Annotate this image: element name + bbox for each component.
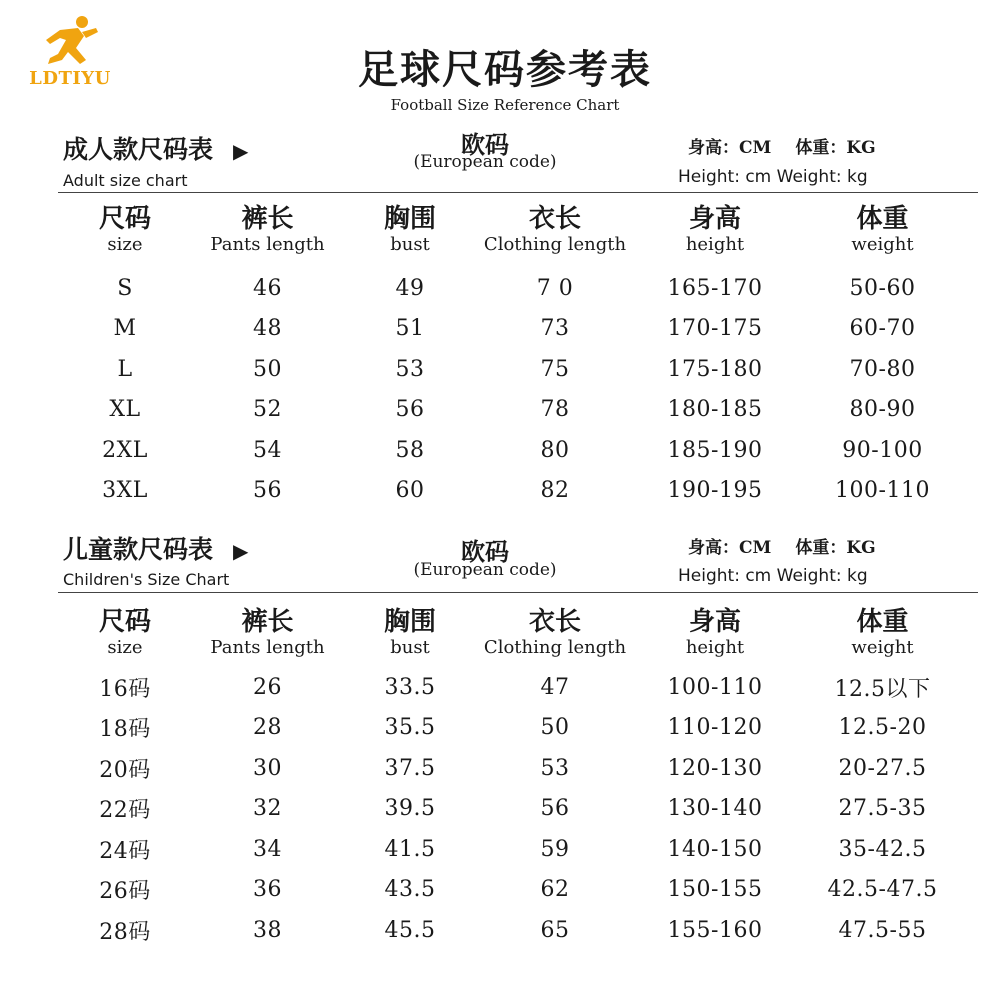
table-cell: 120-130 (667, 755, 763, 781)
table-cell: 82 (540, 478, 570, 504)
table-cell: 37.5 (384, 755, 436, 781)
table-cell: 62 (540, 877, 570, 903)
table-cell: 52 (253, 397, 282, 423)
table-cell: 165-170 (667, 275, 763, 301)
adult-code-english: (European code) (413, 152, 557, 172)
children-header-row (55, 607, 965, 667)
table-cell: 27.5-35 (838, 796, 927, 822)
table-row (55, 789, 965, 830)
table-cell: 35-42.5 (838, 836, 927, 862)
column-header: 尺码 size (98, 204, 151, 255)
table-cell: 12.5以下 (834, 676, 931, 702)
children-section-title (63, 530, 248, 566)
table-row (55, 708, 965, 749)
weight-unit: 体重：KG (795, 538, 876, 558)
table-cell: XL (109, 397, 141, 423)
table-cell: 80 (540, 437, 570, 463)
table-cell: 18码 (99, 717, 151, 743)
table-cell: 60-70 (849, 316, 916, 342)
table-cell: 175-180 (667, 356, 763, 382)
play-arrow-icon: ▶ (233, 139, 249, 163)
table-cell: 170-175 (667, 316, 763, 342)
table-cell: 56 (253, 478, 282, 504)
play-arrow-icon: ▶ (233, 539, 249, 563)
table-cell: 56 (540, 796, 570, 822)
table-cell: 43.5 (384, 877, 436, 903)
table-cell: 2XL (102, 437, 148, 463)
children-code-label: 欧码 (461, 537, 509, 566)
column-header: 胸围 bust (383, 204, 436, 255)
table-cell: 100-110 (667, 674, 763, 700)
table-row (55, 268, 965, 309)
table-cell: 24码 (99, 838, 151, 864)
children-units-en: Height: cm Weight: kg (678, 566, 868, 586)
table-cell: 53 (395, 356, 425, 382)
table-cell: 70-80 (849, 356, 916, 382)
table-cell: M (113, 316, 137, 342)
table-row (55, 667, 965, 708)
table-cell: 75 (540, 356, 570, 382)
table-cell: 47.5-55 (838, 917, 927, 943)
table-row (55, 349, 965, 390)
children-code-english: (European code) (413, 560, 557, 580)
table-cell: 22码 (99, 798, 151, 824)
height-unit: 身高：CM (688, 138, 772, 158)
table-row (55, 748, 965, 789)
column-header: 尺码 size (98, 607, 151, 658)
adult-size-table (55, 204, 965, 511)
column-header: 裤长 Pants length (210, 607, 325, 658)
table-cell: 110-120 (667, 715, 763, 741)
table-cell: 50 (540, 715, 570, 741)
table-cell: 150-155 (667, 877, 763, 903)
table-cell: 32 (253, 796, 282, 822)
table-cell: 100-110 (835, 478, 930, 504)
table-cell: 33.5 (384, 674, 436, 700)
table-cell: 185-190 (667, 437, 763, 463)
table-cell: 16码 (99, 676, 151, 702)
table-cell: 78 (540, 397, 570, 423)
table-cell: 140-150 (667, 836, 763, 862)
table-cell: 180-185 (667, 397, 763, 423)
table-cell: 47 (540, 674, 570, 700)
table-cell: 3XL (102, 478, 148, 504)
table-cell: 53 (540, 755, 570, 781)
table-cell: 155-160 (667, 917, 763, 943)
table-cell: 34 (253, 836, 282, 862)
height-unit: 身高：CM (688, 538, 772, 558)
column-header: 身高 height (685, 204, 745, 255)
weight-unit: 体重：KG (795, 138, 876, 158)
column-header: 裤长 Pants length (210, 204, 325, 255)
table-row (55, 309, 965, 350)
table-row (55, 910, 965, 951)
table-cell: 130-140 (667, 796, 763, 822)
children-title-text: 儿童款尺码表 (63, 535, 214, 564)
adult-title-text: 成人款尺码表 (63, 135, 214, 164)
table-cell: 30 (253, 755, 282, 781)
table-cell: 7 0 (536, 275, 574, 301)
children-units-cn (688, 533, 876, 558)
page-subtitle: Football Size Reference Chart (390, 96, 620, 114)
table-cell: 48 (253, 316, 282, 342)
column-header: 身高 height (685, 607, 745, 658)
table-cell: 50-60 (849, 275, 916, 301)
table-cell: 12.5-20 (838, 715, 927, 741)
table-cell: 20-27.5 (838, 755, 927, 781)
table-cell: 190-195 (667, 478, 763, 504)
column-header: 衣长 Clothing length (483, 204, 627, 255)
table-cell: S (117, 275, 133, 301)
table-cell: 38 (253, 917, 282, 943)
adult-divider (58, 192, 978, 193)
table-cell: 36 (253, 877, 282, 903)
adult-section-title (63, 130, 248, 166)
adult-units-cn (688, 133, 876, 158)
table-row (55, 430, 965, 471)
children-divider (58, 592, 978, 593)
table-cell: 45.5 (384, 917, 436, 943)
table-cell: 50 (253, 356, 282, 382)
table-cell: 51 (395, 316, 425, 342)
column-header: 体重 weight (851, 204, 914, 255)
adult-code-label: 欧码 (461, 130, 509, 159)
table-cell: 49 (395, 275, 425, 301)
column-header: 胸围 bust (383, 607, 436, 658)
children-section-subtitle: Children's Size Chart (63, 570, 230, 589)
page-title: 足球尺码参考表 (358, 46, 652, 93)
adult-units-en: Height: cm Weight: kg (678, 167, 868, 187)
table-cell: 73 (540, 316, 570, 342)
brand-name: LDTIYU (29, 68, 111, 89)
table-cell: 41.5 (384, 836, 436, 862)
table-cell: 35.5 (384, 715, 436, 741)
table-cell: 58 (395, 437, 425, 463)
table-cell: 59 (540, 836, 570, 862)
table-cell: 65 (540, 917, 570, 943)
table-cell: 90-100 (842, 437, 923, 463)
table-row (55, 870, 965, 911)
table-row (55, 829, 965, 870)
column-header: 体重 weight (851, 607, 914, 658)
table-cell: 28 (253, 715, 282, 741)
table-cell: 39.5 (384, 796, 436, 822)
table-cell: 42.5-47.5 (827, 877, 938, 903)
adult-header-row (55, 204, 965, 268)
table-cell: 26码 (99, 879, 151, 905)
table-cell: 20码 (99, 757, 151, 783)
table-cell: 28码 (99, 919, 151, 945)
table-cell: L (117, 356, 133, 382)
table-cell: 54 (253, 437, 282, 463)
column-header: 衣长 Clothing length (483, 607, 627, 658)
table-cell: 46 (253, 275, 282, 301)
table-row (55, 390, 965, 431)
table-cell: 80-90 (849, 397, 916, 423)
children-size-table (55, 607, 965, 951)
adult-section-subtitle: Adult size chart (63, 171, 188, 190)
table-cell: 60 (395, 478, 425, 504)
table-cell: 56 (395, 397, 425, 423)
table-row (55, 471, 965, 512)
table-cell: 26 (253, 674, 282, 700)
